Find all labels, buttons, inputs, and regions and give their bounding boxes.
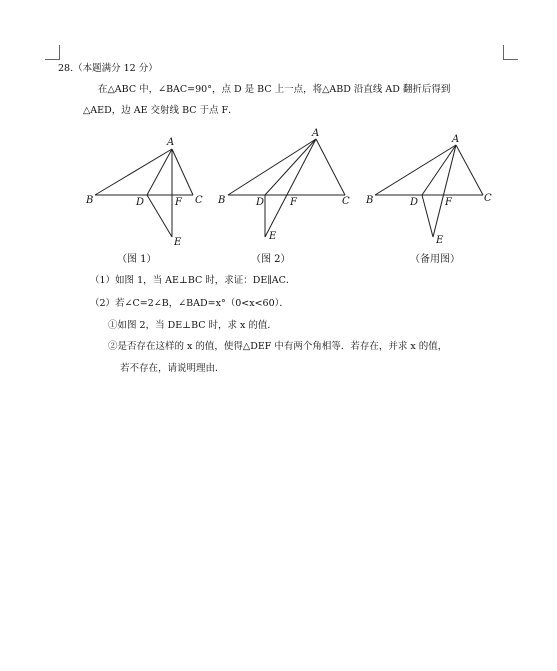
subquestion-2-part-1: ①如图 2，当 DE⊥BC 时，求 x 的值． [108, 320, 277, 331]
fig2-label-c: C [342, 196, 350, 207]
figure-1 [95, 149, 193, 237]
figure-2 [228, 139, 345, 237]
subquestion-1: （1）如图 1，当 AE⊥BC 时，求证：DE∥AC． [90, 275, 296, 286]
question-stem-line-2: △AED，边 AE 交射线 BC 于点 F． [83, 105, 238, 116]
crop-mark-top-left [45, 45, 60, 60]
fig1-caption: （图 1） [117, 254, 157, 265]
fig3-label-e: E [436, 235, 444, 246]
subquestion-2-part-2-line-1: ②是否存在这样的 x 的值，使得△DEF 中有两个角相等．若存在，并求 x 的值， [108, 341, 448, 352]
fig1-label-c: C [195, 195, 203, 206]
fig1-label-e: E [174, 237, 182, 248]
fig2-caption: （图 2） [251, 254, 291, 265]
question-header: 28.（本题满分 12 分） [58, 63, 158, 74]
subquestion-2-part-2-line-2: 若不存在，请说明理由． [120, 363, 225, 374]
fig3-label-f: F [445, 197, 452, 208]
fig3-label-d: D [410, 197, 419, 208]
fig1-label-f: F [175, 197, 182, 208]
crop-mark-top-right [503, 45, 518, 60]
fig3-label-c: C [484, 193, 492, 204]
question-stem-line-1: 在△ABC 中，∠BAC=90°，点 D 是 BC 上一点，将△ABD 沿直线 AD 翻折后得到 [98, 84, 451, 95]
fig3-label-b: B [366, 195, 374, 206]
fig2-label-a: A [312, 128, 320, 139]
fig2-label-f: F [290, 197, 297, 208]
fig1-label-d: D [136, 197, 145, 208]
fig3-label-a: A [452, 134, 460, 145]
subquestion-2: （2）若∠C=2∠B，∠BAD=x°（0<x<60）． [90, 298, 289, 309]
fig3-caption: （备用图） [410, 254, 460, 265]
figures-area [0, 125, 557, 275]
fig1-label-a: A [167, 137, 175, 148]
fig2-label-b: B [218, 195, 226, 206]
fig2-label-e: E [269, 231, 277, 242]
fig1-label-b: B [86, 195, 94, 206]
figure-spare [375, 145, 483, 237]
fig2-label-d: D [256, 197, 265, 208]
